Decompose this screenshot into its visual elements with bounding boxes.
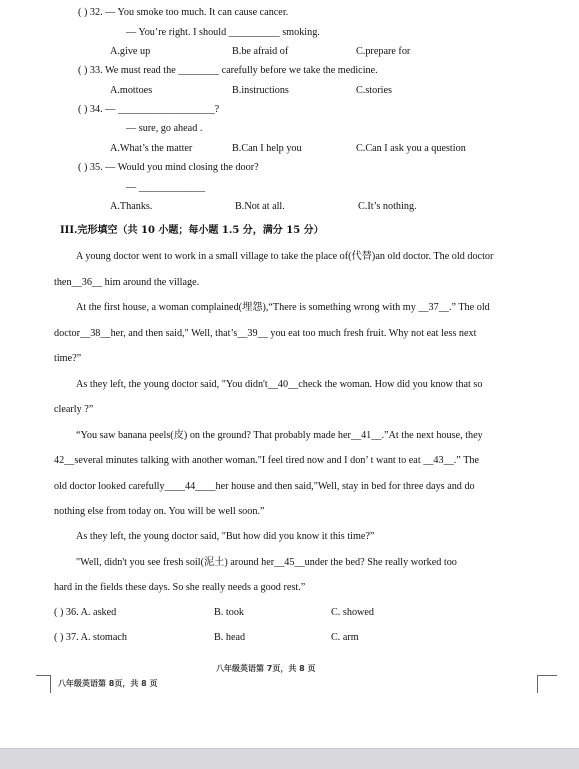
- q32-option-b: B.be afraid of: [232, 46, 289, 57]
- q35-option-c: C.It’s nothing.: [358, 201, 417, 212]
- q32-option-a: A.give up: [110, 46, 151, 57]
- page-footer-center: 八年级英语第 7页，共 8 页: [216, 664, 316, 673]
- q33-stem: ( ) 33. We must read the ________ carefully before we take the medicine.: [78, 65, 378, 76]
- q32-stem: ( ) 32. — You smoke too much. It can cause cancer.: [78, 7, 289, 18]
- q35-stem: ( ) 35. — Would you mind closing the door?: [78, 162, 259, 173]
- passage-line: hard in the fields these days. So she really needs a good rest.”: [54, 582, 306, 593]
- q37-option-c: C. arm: [331, 632, 359, 643]
- q35-option-b: B.Not at all.: [235, 201, 285, 212]
- q33-option-c: C.stories: [356, 85, 392, 96]
- passage-line: As they left, the young doctor said, "But how did you know it this time?”: [76, 531, 375, 542]
- q32-reply: — You’re right. I should __________ smoking.: [126, 27, 320, 38]
- passage-line: then__36__ him around the village.: [54, 277, 200, 288]
- passage-line: As they left, the young doctor said, "You didn't__40__check the woman. How did you know that so: [76, 379, 483, 390]
- passage-line: 42__several minutes talking with another woman."I feel tired now and I don’ t want to eat __43__.” The: [54, 455, 480, 466]
- crop-mark-right-horizontal: [537, 675, 557, 676]
- crop-mark-right-vertical: [537, 675, 538, 693]
- q34-option-b: B.Can I help you: [232, 143, 302, 154]
- passage-line: doctor__38__her, and then said," Well, that’s__39__ you eat too much fresh fruit. Why not eat less next: [54, 328, 477, 339]
- passage-line: time?”: [54, 353, 82, 364]
- passage-line: "Well, didn't you see fresh soil(泥土) around her__45__under the bed? She really worked too: [76, 557, 457, 568]
- passage-line: At the first house, a woman complained(埋怨),“There is something wrong with my __37__.” The old: [76, 302, 490, 313]
- q35-reply: — _____________: [126, 182, 205, 193]
- q34-stem: ( ) 34. — ___________________?: [78, 104, 220, 115]
- q33-option-a: A.mottoes: [110, 85, 153, 96]
- q32-option-c: C.prepare for: [356, 46, 411, 57]
- q34-reply: — sure, go ahead .: [126, 123, 203, 134]
- q34-option-c: C.Can I ask you a question: [356, 143, 466, 154]
- page-footer-left: 八年级英语第 8页，共 8 页: [58, 679, 158, 688]
- section-title: III.完形填空（共 10 小题；每小题 1.5 分，满分 15 分）: [60, 225, 324, 236]
- crop-mark-left-horizontal: [36, 675, 51, 676]
- q37-option-b: B. head: [214, 632, 246, 643]
- passage-line: A young doctor went to work in a small village to take the place of(代替)an old doctor. The old doctor: [76, 251, 494, 262]
- q37-stem: ( ) 37. A. stomach: [54, 632, 127, 643]
- passage-line: nothing else from today on. You will be well soon.”: [54, 506, 265, 517]
- passage-line: “You saw banana peels(皮) on the ground? That probably made her__41__.”At the next house, they: [76, 430, 483, 441]
- crop-mark-left-vertical: [50, 675, 51, 693]
- window-bottom-bar: [0, 748, 579, 769]
- q34-option-a: A.What’s the matter: [110, 143, 193, 154]
- q35-option-a: A.Thanks.: [110, 201, 153, 212]
- passage-line: old doctor looked carefully____44____her house and then said,"Well, stay in bed for three days and do: [54, 481, 475, 492]
- q36-option-b: B. took: [214, 607, 245, 618]
- passage-line: clearly ?”: [54, 404, 94, 415]
- q36-option-c: C. showed: [331, 607, 375, 618]
- q36-stem: ( ) 36. A. asked: [54, 607, 117, 618]
- q33-option-b: B.instructions: [232, 85, 289, 96]
